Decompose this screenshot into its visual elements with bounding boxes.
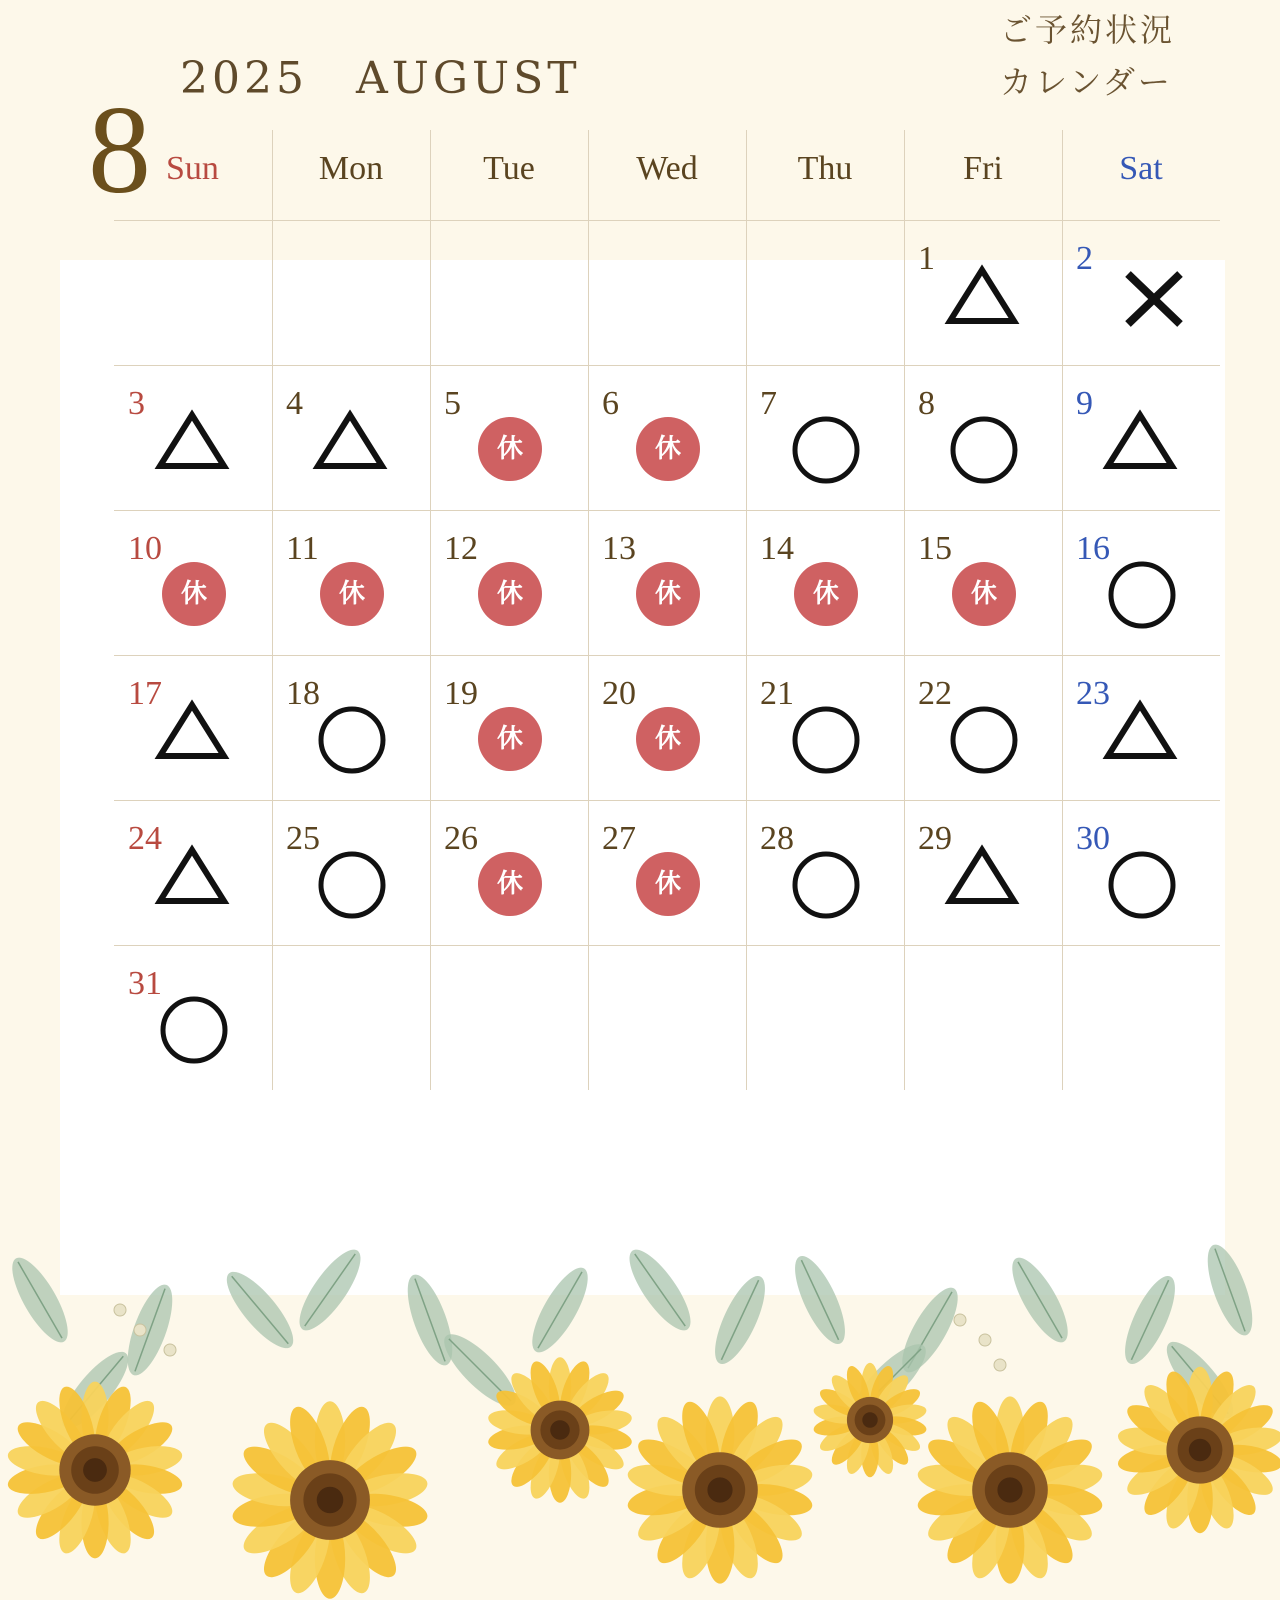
weekday-thu: Thu — [797, 150, 853, 187]
day-cell — [746, 365, 904, 510]
day-number: 15 — [918, 530, 952, 567]
day-cell — [746, 800, 904, 945]
day-cell — [272, 800, 430, 945]
circle-available-icon — [272, 800, 430, 945]
sunflower-decoration-flower — [486, 1357, 633, 1503]
triangle-limited-icon — [114, 655, 272, 800]
circle-available-icon — [904, 365, 1062, 510]
day-number: 3 — [128, 385, 145, 422]
bud-decoration — [114, 1304, 126, 1316]
closed-badge: 休 — [952, 562, 1016, 626]
day-cell — [272, 510, 430, 655]
sunflower-decoration-flower — [6, 1382, 185, 1559]
closed-badge: 休 — [636, 562, 700, 626]
day-cell — [114, 655, 272, 800]
day-cell — [746, 655, 904, 800]
day-number: 12 — [444, 530, 478, 567]
leaf-decoration — [119, 1279, 182, 1380]
leaf-decoration — [1002, 1250, 1078, 1349]
day-number: 8 — [918, 385, 935, 422]
day-cell — [904, 365, 1062, 510]
label-line-2: カレンダー — [1000, 63, 1173, 101]
triangle-limited-icon — [904, 220, 1062, 365]
sunflower-decoration-flower — [625, 1396, 814, 1583]
day-number: 16 — [1076, 530, 1110, 567]
day-cell — [904, 655, 1062, 800]
bud-decoration — [979, 1334, 991, 1346]
sunflower-decoration-flower — [230, 1401, 430, 1599]
day-number: 11 — [286, 530, 319, 567]
day-cell — [272, 365, 430, 510]
day-cell — [1062, 800, 1220, 945]
sunflower-decoration-flower — [915, 1396, 1104, 1583]
label-line-1: ご予約状況 — [1000, 11, 1176, 49]
weekday-mon: Mon — [318, 150, 384, 187]
cross-full-icon — [1062, 220, 1220, 365]
day-cell — [904, 800, 1062, 945]
sunflower-decoration — [0, 1180, 1280, 1600]
day-number: 6 — [602, 385, 619, 422]
circle-available-icon — [1062, 800, 1220, 945]
bud-decoration — [994, 1359, 1006, 1371]
day-number: 13 — [602, 530, 636, 567]
closed-badge: 休 — [636, 417, 700, 481]
closed-badge: 休 — [478, 707, 542, 771]
day-cell — [430, 510, 588, 655]
day-number: 1 — [918, 240, 935, 277]
circle-available-icon — [904, 655, 1062, 800]
day-number: 25 — [286, 820, 320, 857]
day-cell — [746, 510, 904, 655]
leaf-decoration — [2, 1250, 78, 1349]
day-cell — [272, 655, 430, 800]
day-number: 31 — [128, 965, 162, 1002]
triangle-limited-icon — [114, 365, 272, 510]
circle-available-icon — [746, 655, 904, 800]
weekday-sun: Sun — [166, 150, 219, 187]
day-number: 10 — [128, 530, 162, 567]
day-number: 5 — [444, 385, 461, 422]
circle-available-icon — [1062, 510, 1220, 655]
day-number: 30 — [1076, 820, 1110, 857]
day-number: 29 — [918, 820, 952, 857]
leaf-decoration — [289, 1242, 370, 1339]
day-cell — [1062, 365, 1220, 510]
bud-decoration — [164, 1344, 176, 1356]
day-cell — [904, 510, 1062, 655]
day-cell — [588, 365, 746, 510]
day-number: 14 — [760, 530, 794, 567]
leaf-decoration — [619, 1242, 700, 1339]
day-number: 27 — [602, 820, 636, 857]
closed-badge: 休 — [478, 562, 542, 626]
weekday-tue: Tue — [483, 150, 535, 187]
day-cell — [904, 220, 1062, 365]
weekday-fri: Fri — [963, 150, 1003, 187]
day-cell — [588, 510, 746, 655]
closed-badge: 休 — [478, 417, 542, 481]
day-cell — [430, 365, 588, 510]
bud-decoration — [134, 1324, 146, 1336]
closed-badge: 休 — [636, 852, 700, 916]
day-number: 26 — [444, 820, 478, 857]
day-number: 17 — [128, 675, 162, 712]
weekday-wed: Wed — [636, 150, 698, 187]
day-number: 23 — [1076, 675, 1110, 712]
day-cell — [114, 510, 272, 655]
triangle-limited-icon — [1062, 365, 1220, 510]
leaf-decoration — [522, 1260, 598, 1359]
day-number: 7 — [760, 385, 777, 422]
day-cell — [1062, 655, 1220, 800]
year-month-title: 2025 AUGUST — [180, 53, 581, 104]
day-number: 4 — [286, 385, 303, 422]
circle-available-icon — [114, 945, 272, 1090]
triangle-limited-icon — [1062, 655, 1220, 800]
circle-available-icon — [746, 365, 904, 510]
day-cell — [1062, 510, 1220, 655]
day-cell — [430, 655, 588, 800]
day-number: 19 — [444, 675, 478, 712]
leaf-decoration — [1199, 1239, 1262, 1340]
day-number: 2 — [1076, 240, 1093, 277]
closed-badge: 休 — [320, 562, 384, 626]
day-number: 9 — [1076, 385, 1093, 422]
triangle-limited-icon — [114, 800, 272, 945]
closed-badge: 休 — [636, 707, 700, 771]
weekday-sat: Sat — [1119, 150, 1163, 187]
closed-badge: 休 — [162, 562, 226, 626]
triangle-limited-icon — [272, 365, 430, 510]
day-cell — [430, 800, 588, 945]
leaf-decoration — [785, 1250, 855, 1351]
day-cell — [114, 365, 272, 510]
day-number: 24 — [128, 820, 162, 857]
day-cell — [1062, 220, 1220, 365]
circle-available-icon — [746, 800, 904, 945]
day-number: 22 — [918, 675, 952, 712]
day-number: 28 — [760, 820, 794, 857]
grid-divider-horizontal — [114, 945, 1220, 946]
day-number: 21 — [760, 675, 794, 712]
day-number: 18 — [286, 675, 320, 712]
leaf-decoration — [217, 1263, 303, 1357]
bud-decoration — [954, 1314, 966, 1326]
reservation-status-label — [1000, 4, 1210, 108]
leaf-decoration — [705, 1270, 775, 1371]
day-cell — [588, 655, 746, 800]
day-cell — [588, 800, 746, 945]
big-month-number: 8 — [88, 81, 151, 220]
day-cell — [114, 800, 272, 945]
day-cell — [114, 945, 272, 1090]
closed-badge: 休 — [478, 852, 542, 916]
circle-available-icon — [272, 655, 430, 800]
closed-badge: 休 — [794, 562, 858, 626]
day-number: 20 — [602, 675, 636, 712]
sunflower-decoration-flower — [1116, 1367, 1280, 1533]
triangle-limited-icon — [904, 800, 1062, 945]
